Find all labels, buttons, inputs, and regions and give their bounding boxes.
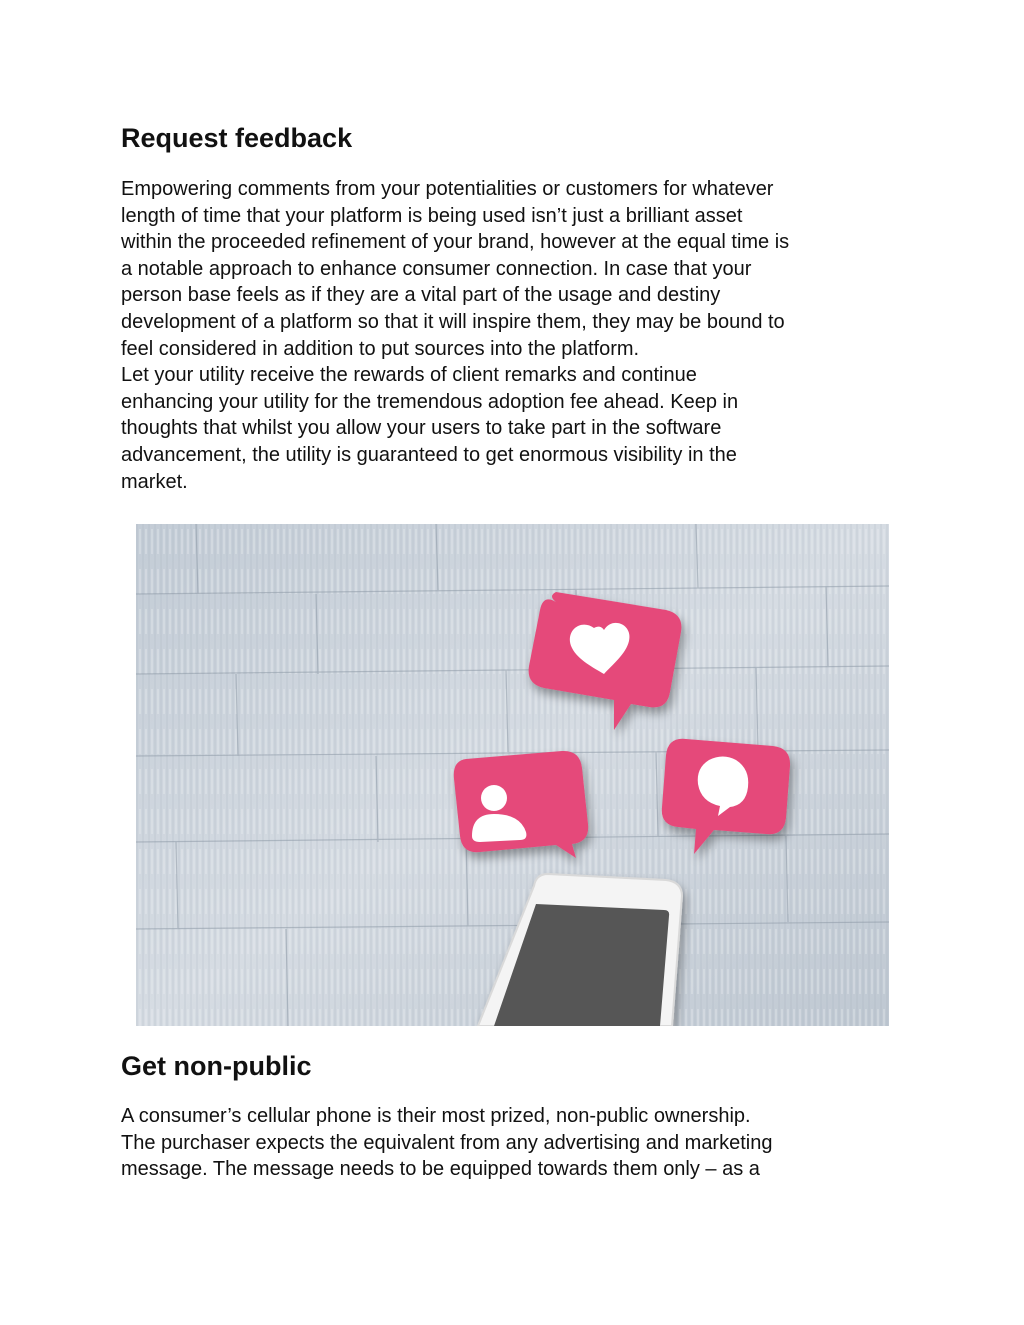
get-non-public-paragraph: [121, 1103, 921, 1183]
text-line: market.: [121, 470, 188, 493]
text-line: feel considered in addition to put sources into the platform.: [121, 337, 640, 360]
text-line: development of a platform so that it will inspire them, they may be bound to: [121, 310, 785, 333]
text-line: person base feels as if they are a vital part of the usage and destiny: [121, 284, 721, 307]
section-heading-get-non-public: Get non-public: [121, 1051, 312, 1081]
text-line: A consumer’s cellular phone is their most prized, non-public ownership.: [121, 1105, 751, 1127]
text-line: message. The message needs to be equipped towards them only – as a: [121, 1158, 760, 1181]
feedback-photo-illustration: [136, 524, 889, 1026]
text-line: advancement, the utility is guaranteed to get enormous visibility in the: [121, 443, 737, 466]
feedback-photo: [136, 524, 889, 1026]
text-line: Empowering comments from your potentialities or customers for whatever: [121, 178, 774, 200]
text-line: Let your utility receive the rewards of client remarks and continue: [121, 364, 697, 387]
user-speech-bubble-icon: [454, 751, 588, 858]
text-line: a notable approach to enhance consumer connection. In case that your: [121, 257, 752, 280]
request-feedback-paragraph: [121, 176, 921, 495]
text-line: within the proceeded refinement of your brand, however at the equal time is: [121, 231, 790, 254]
text-line: length of time that your platform is being used isn’t just a brilliant asset: [121, 204, 743, 227]
section-heading-request-feedback: Request feedback: [121, 123, 353, 153]
text-line: thoughts that whilst you allow your users to take part in the software: [121, 417, 722, 440]
text-line: enhancing your utility for the tremendous adoption fee ahead. Keep in: [121, 390, 739, 413]
text-line: The purchaser expects the equivalent from any advertising and marketing: [121, 1131, 773, 1154]
